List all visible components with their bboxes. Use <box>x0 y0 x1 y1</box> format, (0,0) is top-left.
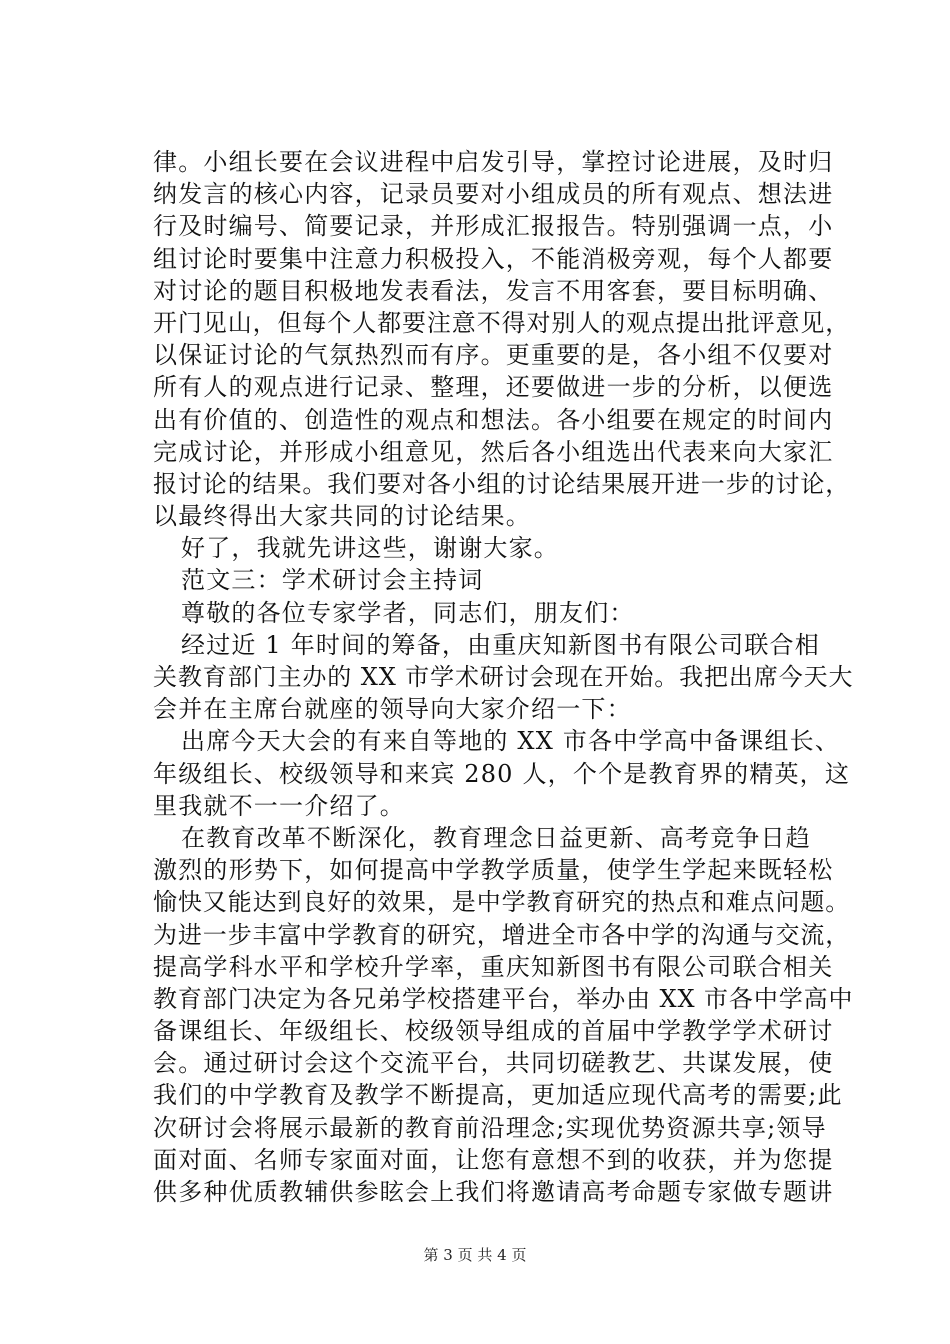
text-line: 好了，我就先讲这些，谢谢大家。 <box>181 534 559 563</box>
text-line: 经过近 1 年时间的筹备，由重庆知新图书有限公司联合相 <box>181 630 820 659</box>
text-line: 教育部门决定为各兄弟学校搭建平台，举办由 XX 市各中学高中 <box>153 984 854 1013</box>
text-line: 我们的中学教育及教学不断提高，更加适应现代高考的需要;此 <box>153 1081 843 1110</box>
text-line: 组讨论时要集中注意力积极投入，不能消极旁观，每个人都要 <box>153 244 834 273</box>
text-line: 出有价值的、创造性的观点和想法。各小组要在规定的时间内 <box>153 405 834 434</box>
text-line: 提高学科水平和学校升学率，重庆知新图书有限公司联合相关 <box>153 952 834 981</box>
text-line: 出席今天大会的有来自等地的 XX 市各中学高中备课组长、 <box>181 727 841 756</box>
text-line: 会并在主席台就座的领导向大家介绍一下： <box>153 695 632 724</box>
text-line: 会。通过研讨会这个交流平台，共同切磋教艺、共谋发展，使 <box>153 1049 834 1078</box>
text-line: 里我就不一一介绍了。 <box>153 791 405 820</box>
text-line: 供多种优质教辅供参眩会上我们将邀请高考命题专家做专题讲 <box>153 1178 834 1206</box>
text-line: 范文三：学术研讨会主持词 <box>181 566 484 595</box>
document-body <box>153 146 853 1208</box>
text-line: 在教育改革不断深化，教育理念日益更新、高考竞争日趋 <box>181 823 811 852</box>
text-line: 开门见山，但每个人都要注意不得对别人的观点提出批评意见， <box>153 308 851 337</box>
text-line: 律。小组长要在会议进程中启发引导，掌控讨论进展，及时归 <box>153 148 834 176</box>
text-line: 行及时编号、简要记录，并形成汇报报告。特别强调一点，小 <box>153 212 834 241</box>
text-line: 备课组长、年级组长、校级领导组成的首届中学教学学术研讨 <box>153 1017 834 1046</box>
text-line: 为进一步丰富中学教育的研究，增进全市各中学的沟通与交流， <box>153 920 851 949</box>
text-line: 纳发言的核心内容，记录员要对小组成员的所有观点、想法进 <box>153 180 834 209</box>
text-line: 尊敬的各位专家学者，同志们，朋友们： <box>181 598 635 627</box>
text-line: 次研讨会将展示最新的教育前沿理念;实现优势资源共享;领导 <box>153 1113 827 1142</box>
text-line: 面对面、名师专家面对面，让您有意想不到的收获，并为您提 <box>153 1145 834 1174</box>
text-line: 愉快又能达到良好的效果，是中学教育研究的热点和难点问题。 <box>153 888 851 917</box>
text-line: 激烈的形势下，如何提高中学教学质量，使学生学起来既轻松 <box>153 856 834 885</box>
text-line: 以最终得出大家共同的讨论结果。 <box>153 502 531 531</box>
text-line: 报讨论的结果。我们要对各小组的讨论结果展开进一步的讨论， <box>153 469 851 498</box>
text-line: 对讨论的题目积极地发表看法，发言不用客套，要目标明确、 <box>153 276 834 305</box>
page-footer: 第 3 页 共 4 页 <box>423 1246 527 1264</box>
text-line: 年级组长、校级领导和来宾 280 人，个个是教育界的精英，这 <box>153 759 851 788</box>
text-line: 关教育部门主办的 XX 市学术研讨会现在开始。我把出席今天大 <box>153 663 854 691</box>
text-line: 完成讨论，并形成小组意见，然后各小组选出代表来向大家汇 <box>153 437 834 466</box>
text-line: 所有人的观点进行记录、整理，还要做进一步的分析，以便选 <box>153 373 834 402</box>
text-line: 以保证讨论的气氛热烈而有序。更重要的是，各小组不仅要对 <box>153 341 834 370</box>
